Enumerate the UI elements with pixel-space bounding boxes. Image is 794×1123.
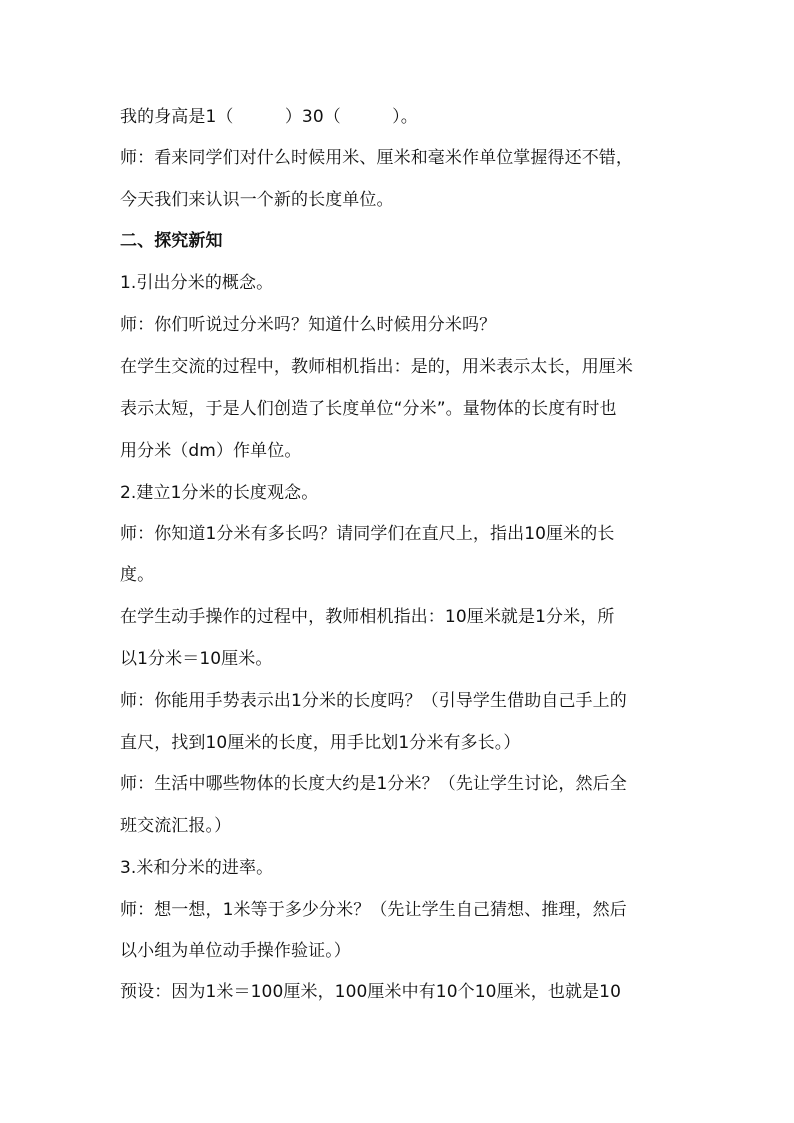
text-line-6: 师：你们听说过分米吗？知道什么时候用分米吗？ [120, 315, 497, 335]
text-line-21: 以小组为单位动手操作验证。） [120, 941, 351, 961]
text-line-12: 度。 [120, 565, 155, 585]
text-line-2: 师：看来同学们对什么时候用米、厘米和毫米作单位掌握得还不错， [120, 148, 633, 168]
text-line-1: 我的身高是1（ ）30（ ）。 [120, 107, 418, 127]
text-line-16: 直尺，找到10厘米的长度，用手比划1分米有多长。） [120, 733, 521, 753]
text-line-19: 3.米和分米的进率。 [120, 858, 274, 878]
text-line-8: 表示太短，于是人们创造了长度单位“分米”。量物体的长度有时也 [120, 399, 617, 419]
text-line-17: 师：生活中哪些物体的长度大约是1分米？（先让学生讨论，然后全 [120, 774, 627, 794]
text-line-11: 师：你知道1分米有多长吗？请同学们在直尺上，指出10厘米的长 [120, 524, 615, 544]
text-line-18: 班交流汇报。） [120, 816, 232, 836]
text-line-15: 师：你能用手势表示出1分米的长度吗？（引导学生借助自己手上的 [120, 691, 627, 711]
text-line-14: 以1分米＝10厘米。 [120, 649, 273, 669]
text-line-9: 用分米（dm）作单位。 [120, 441, 302, 461]
text-line-7: 在学生交流的过程中，教师相机指出：是的，用米表示太长，用厘米 [120, 357, 633, 377]
section-heading: 二、探究新知 [120, 231, 223, 251]
text-line-10: 2.建立1分米的长度观念。 [120, 483, 319, 503]
text-line-5: 1.引出分米的概念。 [120, 273, 274, 293]
text-line-20: 师：想一想，1米等于多少分米？（先让学生自己猜想、推理，然后 [120, 900, 627, 920]
text-line-3: 今天我们来认识一个新的长度单位。 [120, 190, 394, 210]
text-line-13: 在学生动手操作的过程中，教师相机指出：10厘米就是1分米，所 [120, 607, 615, 627]
text-line-22: 预设：因为1米＝100厘米，100厘米中有10个10厘米，也就是10 [120, 982, 622, 1002]
